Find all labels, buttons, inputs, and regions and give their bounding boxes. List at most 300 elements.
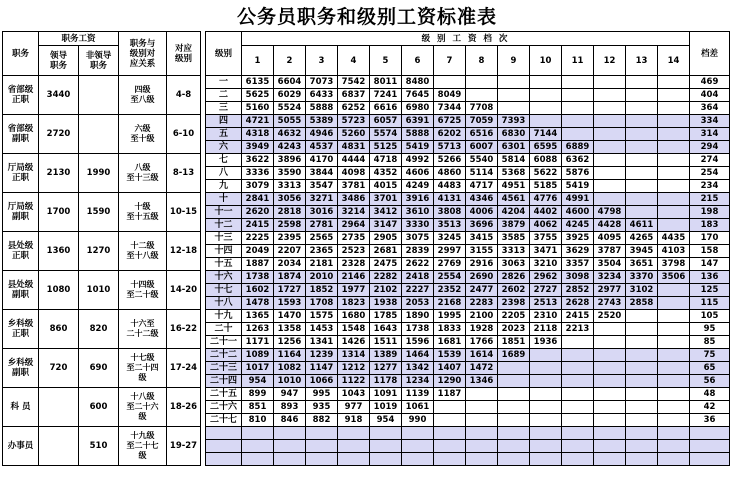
wage-cell: 851 <box>242 401 274 414</box>
wage-cell <box>338 427 370 440</box>
wage-cell: 1928 <box>466 323 498 336</box>
wage-cell: 4435 <box>658 232 690 245</box>
wage-cell <box>466 453 498 466</box>
wage-cell <box>594 193 626 206</box>
wage-cell: 3210 <box>530 258 562 271</box>
header-grade-13: 13 <box>626 46 658 76</box>
wage-cell: 4243 <box>274 141 306 154</box>
wage-cell: 1890 <box>402 310 434 323</box>
wage-cell <box>498 427 530 440</box>
table-row <box>3 388 730 401</box>
wage-cell: 3214 <box>338 206 370 219</box>
wage-cell: 1511 <box>370 336 402 349</box>
wage-cell: 6057 <box>370 115 402 128</box>
wage-cell: 4632 <box>274 128 306 141</box>
wage-cell: 4776 <box>530 193 562 206</box>
grade-diff-cell: 65 <box>690 362 730 375</box>
position-non-leader-wage: 1990 <box>79 154 119 193</box>
wage-cell: 2826 <box>498 271 530 284</box>
position-name: 省部级 副职 <box>3 115 39 154</box>
wage-cell: 2520 <box>594 310 626 323</box>
table-row <box>3 193 730 206</box>
wage-cell: 4611 <box>626 219 658 232</box>
wage-cell: 3696 <box>466 219 498 232</box>
grade-diff-cell: 158 <box>690 245 730 258</box>
wage-cell: 3755 <box>530 232 562 245</box>
wage-cell: 1256 <box>274 336 306 349</box>
wage-cell: 1472 <box>466 362 498 375</box>
wage-cell <box>658 362 690 375</box>
wage-cell <box>594 115 626 128</box>
wage-cell <box>562 128 594 141</box>
wage-cell: 1017 <box>242 362 274 375</box>
wage-cell <box>242 427 274 440</box>
wage-cell: 2010 <box>306 271 338 284</box>
wage-cell: 3330 <box>402 219 434 232</box>
position-leader-wage <box>39 427 79 466</box>
level-label: 二十五 <box>206 388 242 401</box>
grade-diff-cell: 274 <box>690 154 730 167</box>
wage-cell: 918 <box>338 414 370 427</box>
wage-cell <box>594 362 626 375</box>
wage-cell: 3916 <box>402 193 434 206</box>
level-label: 十七 <box>206 284 242 297</box>
header-grade-wage: 级 别 工 资 档 次 <box>242 32 690 46</box>
wage-cell: 2049 <box>242 245 274 258</box>
grade-diff-cell: 56 <box>690 375 730 388</box>
wage-cell: 4606 <box>402 167 434 180</box>
level-label: 五 <box>206 128 242 141</box>
wage-cell: 2207 <box>274 245 306 258</box>
wage-cell <box>626 427 658 440</box>
wage-cell: 7059 <box>466 115 498 128</box>
wage-cell: 4600 <box>562 206 594 219</box>
wage-cell: 8011 <box>370 76 402 89</box>
wage-cell: 1010 <box>274 375 306 388</box>
wage-cell: 4103 <box>658 245 690 258</box>
wage-cell: 1738 <box>242 271 274 284</box>
position-range: 14-20 <box>167 271 201 310</box>
wage-cell: 1593 <box>274 297 306 310</box>
wage-cell: 4318 <box>242 128 274 141</box>
wage-cell: 2146 <box>338 271 370 284</box>
wage-cell <box>498 414 530 427</box>
wage-cell <box>530 388 562 401</box>
position-relation: 十六至 二十二级 <box>119 310 167 349</box>
wage-cell: 2213 <box>562 323 594 336</box>
position-leader-wage: 2130 <box>39 154 79 193</box>
wage-cell <box>274 453 306 466</box>
wage-cell: 2513 <box>530 297 562 310</box>
wage-cell: 2181 <box>306 258 338 271</box>
wage-cell: 1365 <box>242 310 274 323</box>
wage-cell: 1091 <box>370 388 402 401</box>
wage-cell: 5389 <box>306 115 338 128</box>
wage-cell: 3513 <box>434 219 466 232</box>
wage-cell <box>658 128 690 141</box>
wage-cell <box>626 453 658 466</box>
position-relation: 十九级 至二十七 级 <box>119 427 167 466</box>
wage-cell: 5574 <box>370 128 402 141</box>
wage-cell: 4265 <box>626 232 658 245</box>
level-label: 二十 <box>206 323 242 336</box>
grade-diff-cell: 170 <box>690 232 730 245</box>
wage-cell: 5625 <box>242 89 274 102</box>
wage-cell: 5266 <box>434 154 466 167</box>
wage-cell <box>562 453 594 466</box>
wage-cell <box>594 414 626 427</box>
wage-cell <box>626 349 658 362</box>
wage-cell <box>530 375 562 388</box>
grade-diff-cell: 183 <box>690 219 730 232</box>
wage-cell: 6301 <box>498 141 530 154</box>
wage-cell <box>242 453 274 466</box>
wage-cell: 1548 <box>338 323 370 336</box>
wage-cell <box>658 180 690 193</box>
wage-cell <box>594 180 626 193</box>
wage-cell: 2398 <box>498 297 530 310</box>
grade-diff-cell: 147 <box>690 258 730 271</box>
header-grade-8: 8 <box>466 46 498 76</box>
wage-cell <box>338 453 370 466</box>
wage-cell: 1043 <box>338 388 370 401</box>
grade-diff-cell: 404 <box>690 89 730 102</box>
level-label: 七 <box>206 154 242 167</box>
wage-cell <box>626 180 658 193</box>
position-leader-wage: 1360 <box>39 232 79 271</box>
position-relation: 十二级 至十八级 <box>119 232 167 271</box>
position-non-leader-wage <box>79 76 119 115</box>
position-name: 乡科级 正职 <box>3 310 39 349</box>
wage-cell: 1171 <box>242 336 274 349</box>
wage-cell <box>626 401 658 414</box>
wage-cell: 1602 <box>242 284 274 297</box>
wage-cell: 2168 <box>434 297 466 310</box>
wage-cell <box>434 453 466 466</box>
position-range: 16-22 <box>167 310 201 349</box>
grade-diff-cell: 42 <box>690 401 730 414</box>
header-grade-9: 9 <box>498 46 530 76</box>
wage-cell <box>626 375 658 388</box>
wage-cell <box>498 76 530 89</box>
wage-cell: 6362 <box>562 154 594 167</box>
wage-cell: 4483 <box>434 180 466 193</box>
wage-cell <box>658 76 690 89</box>
wage-cell <box>562 89 594 102</box>
wage-cell <box>274 427 306 440</box>
wage-cell: 3313 <box>498 245 530 258</box>
wage-cell <box>402 453 434 466</box>
wage-cell: 3651 <box>626 258 658 271</box>
wage-cell <box>466 89 498 102</box>
grade-diff-cell: 85 <box>690 336 730 349</box>
wage-cell: 6391 <box>402 115 434 128</box>
wage-cell <box>626 414 658 427</box>
wage-cell: 1089 <box>242 349 274 362</box>
wage-cell: 5876 <box>562 167 594 180</box>
level-label: 三 <box>206 102 242 115</box>
position-range: 18-26 <box>167 388 201 427</box>
wage-cell <box>626 362 658 375</box>
wage-cell <box>466 414 498 427</box>
wage-cell: 5419 <box>562 180 594 193</box>
wage-cell: 2310 <box>530 310 562 323</box>
level-label <box>206 440 242 453</box>
grade-diff-cell: 136 <box>690 271 730 284</box>
wage-cell: 2328 <box>338 258 370 271</box>
position-range: 6-10 <box>167 115 201 154</box>
wage-cell: 1823 <box>338 297 370 310</box>
wage-cell <box>274 440 306 453</box>
wage-cell: 5723 <box>338 115 370 128</box>
table-row <box>3 154 730 167</box>
wage-cell: 6980 <box>402 102 434 115</box>
wage-cell: 4798 <box>594 206 626 219</box>
wage-cell: 6007 <box>466 141 498 154</box>
position-non-leader-wage: 1270 <box>79 232 119 271</box>
wage-cell <box>562 427 594 440</box>
wage-cell <box>658 206 690 219</box>
wage-cell: 3016 <box>306 206 338 219</box>
position-range: 19-27 <box>167 427 201 466</box>
position-relation: 六级 至十级 <box>119 115 167 154</box>
grade-diff-cell: 198 <box>690 206 730 219</box>
position-relation: 十四级 至二十级 <box>119 271 167 310</box>
wage-cell: 882 <box>306 414 338 427</box>
wage-cell: 2858 <box>626 297 658 310</box>
wage-cell <box>658 323 690 336</box>
position-range: 4-8 <box>167 76 201 115</box>
wage-cell: 1187 <box>434 388 466 401</box>
wage-cell <box>434 427 466 440</box>
header-grade-14: 14 <box>658 46 690 76</box>
wage-cell: 2964 <box>338 219 370 232</box>
position-relation: 八级 至十三级 <box>119 154 167 193</box>
wage-cell <box>658 219 690 232</box>
wage-cell: 1346 <box>466 375 498 388</box>
grade-diff-cell: 125 <box>690 284 730 297</box>
wage-cell: 6830 <box>498 128 530 141</box>
position-name: 县处级 正职 <box>3 232 39 271</box>
wage-cell: 1708 <box>306 297 338 310</box>
wage-cell <box>562 401 594 414</box>
wage-cell: 4860 <box>434 167 466 180</box>
header-leader: 领导 职务 <box>39 46 79 76</box>
wage-cell <box>466 440 498 453</box>
wage-cell <box>498 388 530 401</box>
wage-cell: 3798 <box>658 258 690 271</box>
wage-cell <box>530 453 562 466</box>
wage-cell <box>658 193 690 206</box>
wage-cell <box>530 89 562 102</box>
wage-cell: 2023 <box>498 323 530 336</box>
header-grade-5: 5 <box>370 46 402 76</box>
wage-cell: 995 <box>306 388 338 401</box>
level-label <box>206 427 242 440</box>
wage-cell: 3147 <box>370 219 402 232</box>
wage-cell: 1689 <box>498 349 530 362</box>
position-non-leader-wage: 1590 <box>79 193 119 232</box>
wage-cell: 4991 <box>562 193 594 206</box>
wage-cell: 2475 <box>370 258 402 271</box>
wage-cell <box>562 388 594 401</box>
position-name: 乡科级 副职 <box>3 349 39 388</box>
wage-cell <box>658 310 690 323</box>
wage-cell <box>562 115 594 128</box>
wage-cell: 5540 <box>466 154 498 167</box>
wage-cell <box>626 440 658 453</box>
wage-cell <box>370 453 402 466</box>
position-non-leader-wage: 690 <box>79 349 119 388</box>
wage-cell <box>242 440 274 453</box>
wage-cell: 1643 <box>370 323 402 336</box>
wage-cell: 4561 <box>498 193 530 206</box>
wage-cell: 4992 <box>402 154 434 167</box>
wage-cell: 7241 <box>370 89 402 102</box>
table-row <box>3 76 730 89</box>
wage-cell <box>594 141 626 154</box>
wage-cell <box>658 115 690 128</box>
wage-cell: 3610 <box>402 206 434 219</box>
position-name: 县处级 副职 <box>3 271 39 310</box>
wage-cell: 5419 <box>402 141 434 154</box>
header-grade-diff: 档差 <box>690 32 730 76</box>
level-label: 八 <box>206 167 242 180</box>
wage-cell: 2916 <box>466 258 498 271</box>
wage-cell: 2523 <box>338 245 370 258</box>
wage-cell <box>594 102 626 115</box>
wage-cell <box>498 440 530 453</box>
wage-cell: 2681 <box>370 245 402 258</box>
level-label: 二十二 <box>206 349 242 362</box>
wage-cell: 2205 <box>498 310 530 323</box>
position-non-leader-wage: 820 <box>79 310 119 349</box>
wage-cell: 7708 <box>466 102 498 115</box>
table-row <box>3 271 730 284</box>
wage-cell: 3234 <box>594 271 626 284</box>
level-label: 十 <box>206 193 242 206</box>
level-label: 四 <box>206 115 242 128</box>
header-grade-4: 4 <box>338 46 370 76</box>
wage-cell: 1019 <box>370 401 402 414</box>
wage-cell: 4352 <box>370 167 402 180</box>
level-label: 十五 <box>206 258 242 271</box>
wage-cell <box>594 128 626 141</box>
wage-cell: 935 <box>306 401 338 414</box>
wage-cell <box>626 141 658 154</box>
wage-cell: 1464 <box>402 349 434 362</box>
wage-cell <box>658 349 690 362</box>
level-label <box>206 453 242 466</box>
wage-cell: 954 <box>242 375 274 388</box>
position-leader-wage: 1700 <box>39 193 79 232</box>
wage-cell: 846 <box>274 414 306 427</box>
wage-cell: 6725 <box>434 115 466 128</box>
wage-cell <box>562 349 594 362</box>
level-label: 一 <box>206 76 242 89</box>
header-level: 级别 <box>206 32 242 76</box>
wage-cell: 954 <box>370 414 402 427</box>
wage-cell <box>530 76 562 89</box>
wage-cell <box>658 336 690 349</box>
wage-cell <box>434 401 466 414</box>
wage-cell: 2283 <box>466 297 498 310</box>
wage-cell <box>530 427 562 440</box>
wage-cell <box>530 102 562 115</box>
wage-cell: 6889 <box>562 141 594 154</box>
wage-cell: 4015 <box>370 180 402 193</box>
wage-cell <box>306 440 338 453</box>
header-grade-10: 10 <box>530 46 562 76</box>
wage-cell: 3949 <box>242 141 274 154</box>
position-relation: 四级 至八级 <box>119 76 167 115</box>
position-non-leader-wage <box>79 115 119 154</box>
wage-cell <box>594 427 626 440</box>
wage-cell: 1178 <box>370 375 402 388</box>
wage-cell: 4718 <box>370 154 402 167</box>
position-name: 厅局级 正职 <box>3 154 39 193</box>
wage-cell: 3075 <box>402 232 434 245</box>
grade-diff-cell: 95 <box>690 323 730 336</box>
wage-cell: 3370 <box>626 271 658 284</box>
wage-cell <box>498 375 530 388</box>
wage-cell <box>658 453 690 466</box>
wage-cell: 6029 <box>274 89 306 102</box>
wage-cell: 4095 <box>594 232 626 245</box>
wage-cell <box>626 310 658 323</box>
wage-cell <box>562 362 594 375</box>
wage-cell: 1277 <box>370 362 402 375</box>
wage-cell: 1314 <box>338 349 370 362</box>
wage-cell <box>626 336 658 349</box>
level-label: 六 <box>206 141 242 154</box>
wage-cell: 2282 <box>370 271 402 284</box>
wage-cell: 5814 <box>498 154 530 167</box>
wage-cell <box>562 336 594 349</box>
wage-cell: 1341 <box>306 336 338 349</box>
wage-cell: 3622 <box>242 154 274 167</box>
level-label: 十三 <box>206 232 242 245</box>
wage-cell: 990 <box>402 414 434 427</box>
wage-cell: 1066 <box>306 375 338 388</box>
wage-cell: 977 <box>338 401 370 414</box>
wage-cell: 2365 <box>306 245 338 258</box>
wage-cell: 1470 <box>274 310 306 323</box>
wage-cell: 6202 <box>434 128 466 141</box>
wage-cell <box>402 440 434 453</box>
wage-cell: 1995 <box>434 310 466 323</box>
position-name: 科 员 <box>3 388 39 427</box>
wage-cell: 1478 <box>242 297 274 310</box>
wage-cell: 1164 <box>274 349 306 362</box>
wage-cell: 2781 <box>306 219 338 232</box>
wage-cell: 7393 <box>498 115 530 128</box>
level-label: 二十三 <box>206 362 242 375</box>
wage-cell: 2100 <box>466 310 498 323</box>
wage-cell: 4062 <box>530 219 562 232</box>
wage-cell: 4717 <box>466 180 498 193</box>
position-leader-wage: 2720 <box>39 115 79 154</box>
wage-cell: 2852 <box>562 284 594 297</box>
wage-cell: 4951 <box>498 180 530 193</box>
wage-cell: 2841 <box>242 193 274 206</box>
position-name: 厅局级 副职 <box>3 193 39 232</box>
position-non-leader-wage: 510 <box>79 427 119 466</box>
table-row <box>3 427 730 440</box>
wage-cell: 3412 <box>370 206 402 219</box>
wage-cell: 2905 <box>370 232 402 245</box>
wage-cell <box>594 453 626 466</box>
